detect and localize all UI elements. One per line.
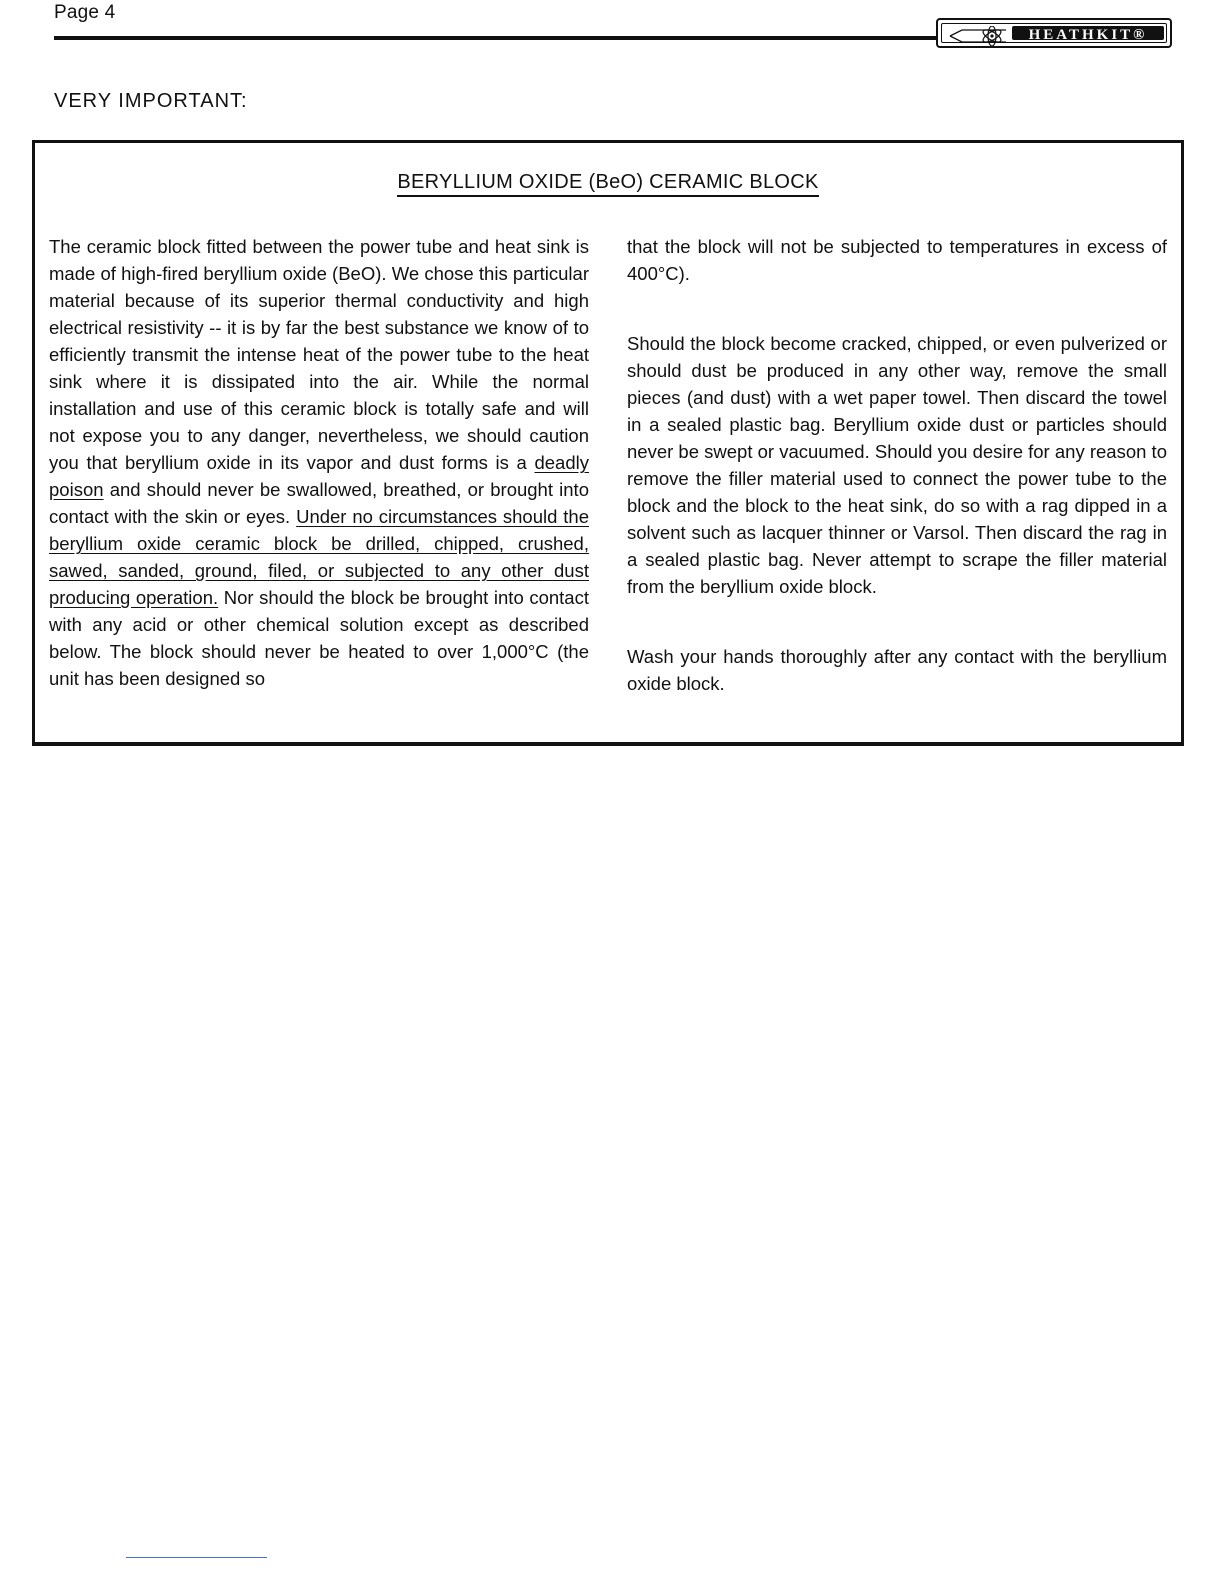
left-paragraph — [49, 233, 589, 692]
heathkit-logo — [936, 18, 1172, 48]
right-paragraph-2: Should the block become cracked, chipped, or even pulverized or should dust be produced in any other way, remove the small pieces (and dust) with a wet paper towel. Then discard the towel in a sealed plastic bag. Beryllium oxide dust or particles should never be swept or vacuumed. Should you desire for any reason to remove the filler material used to connect the power tube to the block and the block to the heat sink, do so with a rag dipped in a solvent such as lacquer thinner or Varsol. Then discard the rag in a sealed plastic bag. Never attempt to scrape the filler material from the beryllium oxide block. — [627, 333, 1167, 597]
atom-logo-icon — [948, 26, 1010, 46]
left-text-3: Nor should the block be brought into contact with any acid or other chemical solution except as described below. The block should never be heated to over 1,000°C (the unit has been designed so — [49, 587, 589, 689]
deadly-poison-emphasis: deadly poison — [49, 452, 589, 500]
page-number: Page 4 — [54, 2, 116, 23]
left-column — [49, 233, 589, 692]
very-important-label: VERY IMPORTANT: — [54, 90, 248, 112]
left-text-1: The ceramic block fitted between the power tube and heat sink is made of high-fired beryllium oxide (BeO). We chose this particular material because of its superior thermal conductivity and high electrical resistivity -- it is by far the best substance we know of to efficiently transmit the intense heat of the power tube to the heat sink where it is dissipated into the air. While the normal installation and use of this ceramic block is totally safe and will not expose you to any danger, nevertheless, we should caution you that beryllium oxide in its vapor and dust forms is a — [49, 236, 589, 473]
warning-title-text: BERYLLIUM OXIDE (BeO) CERAMIC BLOCK — [397, 171, 818, 197]
warning-title — [35, 171, 1181, 194]
footer-mark — [126, 1557, 267, 1558]
right-paragraph-3: Wash your hands thoroughly after any contact with the beryllium oxide block. — [627, 646, 1167, 694]
warning-box — [32, 140, 1184, 746]
right-paragraph-1: that the block will not be subjected to temperatures in excess of 400°C). — [627, 236, 1167, 284]
header-rule — [54, 36, 944, 40]
left-text-2: and should never be swallowed, breathed, or brought into contact with the skin or eyes. — [49, 479, 589, 527]
no-drilling-warning: Under no circumstances should the beryllium oxide ceramic block be drilled, chipped, crushed, sawed, sanded, ground, filed, or subjected to any other dust producing operation. — [49, 506, 589, 608]
right-column — [627, 233, 1167, 697]
logo-wordmark: HEATHKIT® — [1012, 26, 1164, 40]
